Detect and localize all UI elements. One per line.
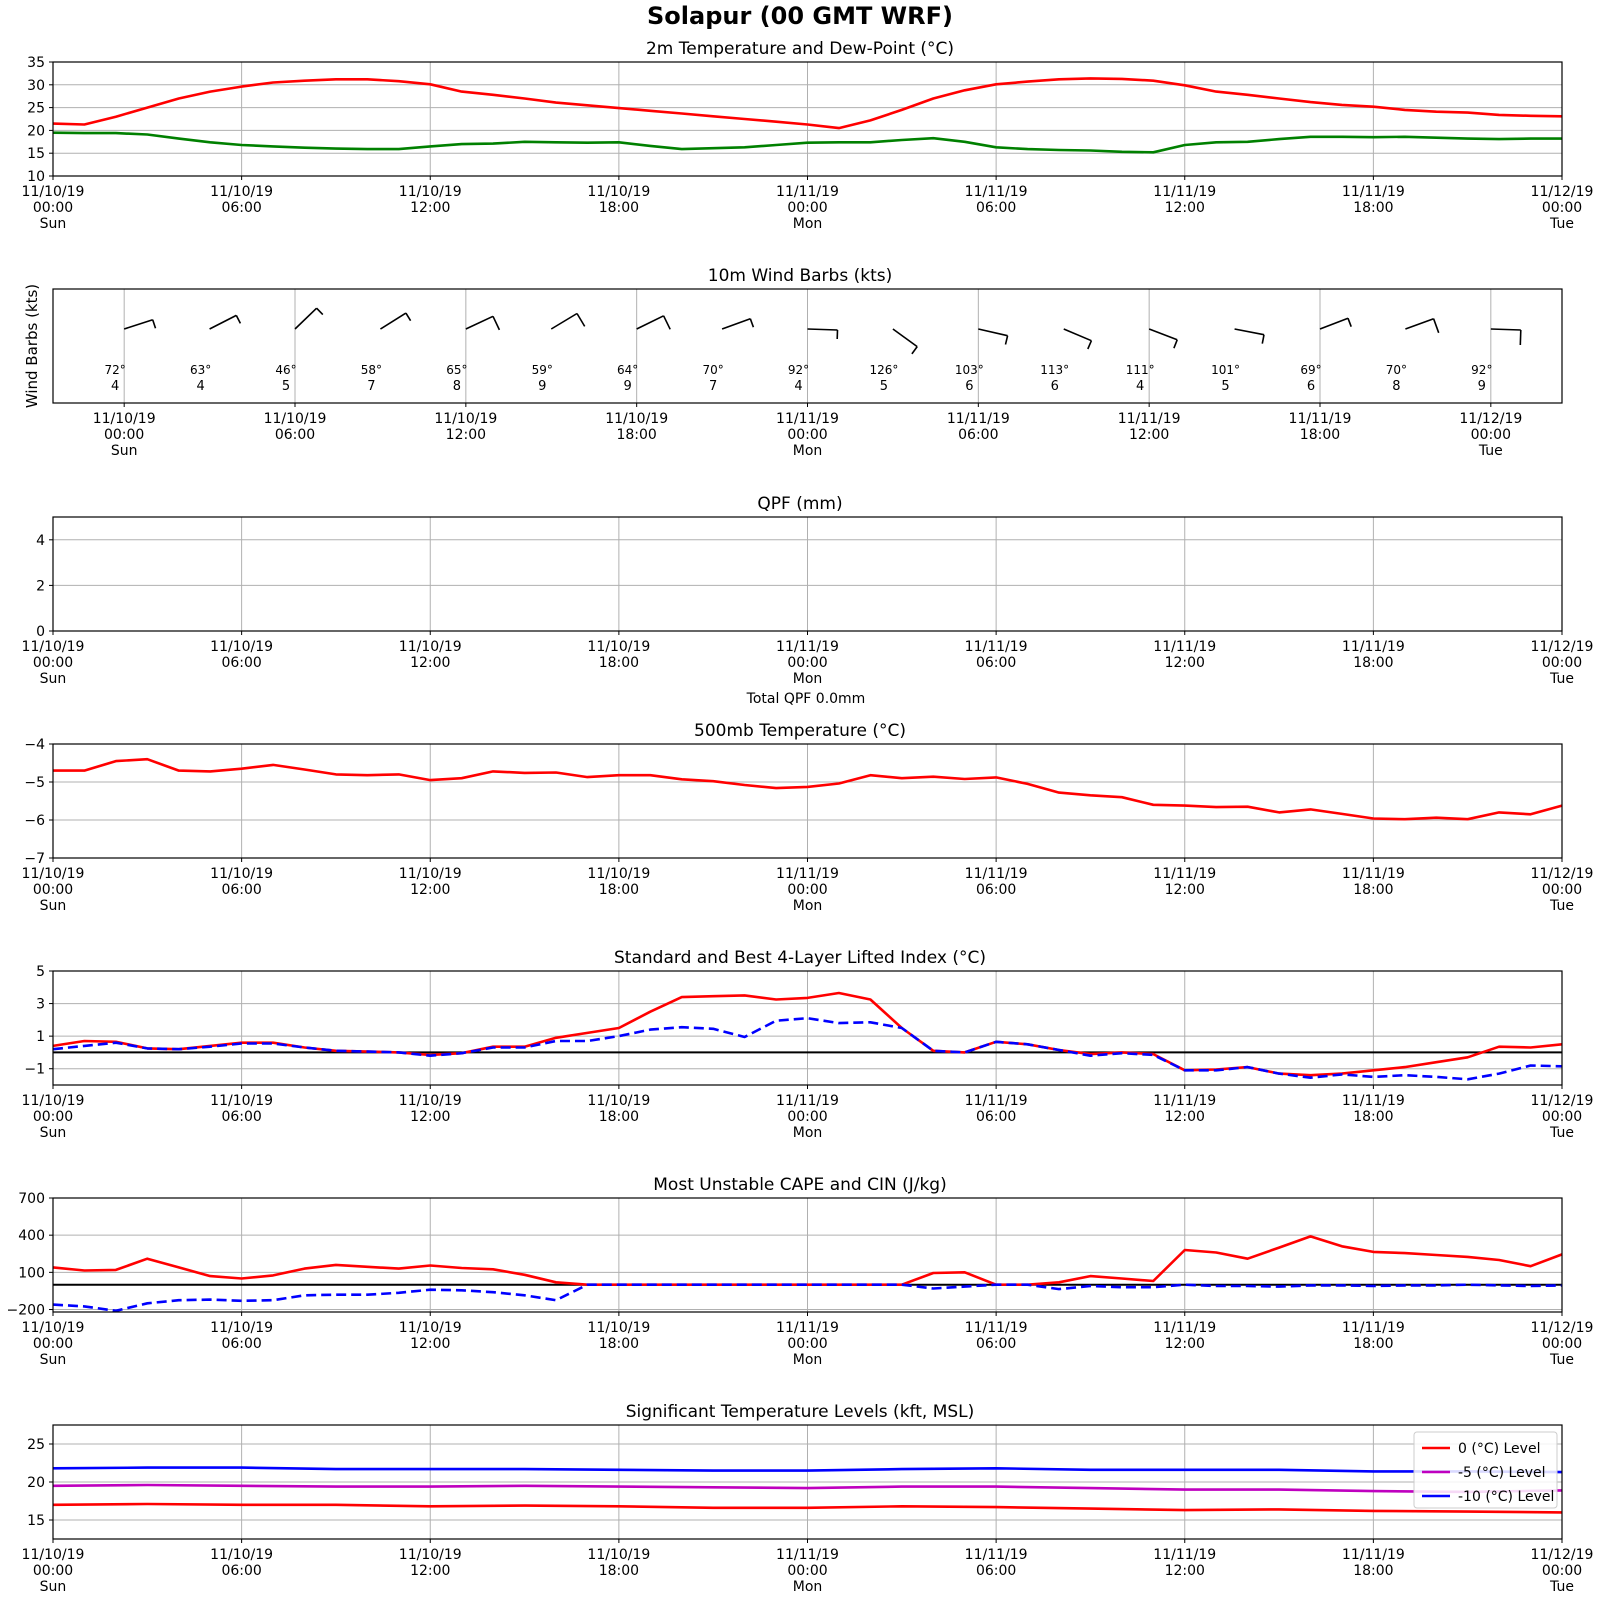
barb-staff bbox=[1235, 329, 1264, 335]
wind-barb bbox=[637, 316, 671, 330]
wind-barb bbox=[380, 313, 410, 329]
wind-barb bbox=[1064, 329, 1092, 349]
x-tick-label: 00:00 bbox=[103, 427, 145, 443]
x-tick-label: Sun bbox=[39, 1125, 67, 1141]
x-tick-label: 18:00 bbox=[1353, 655, 1394, 671]
wind-barb bbox=[295, 308, 323, 329]
panel-footer: Total QPF 0.0mm bbox=[746, 691, 866, 707]
barb-feather bbox=[153, 320, 156, 329]
x-tick-label: 00:00 bbox=[787, 655, 828, 671]
wind-speed-label: 5 bbox=[1221, 379, 1230, 394]
wind-speed-label: 5 bbox=[281, 379, 291, 394]
panel-title: 2m Temperature and Dew-Point (°C) bbox=[645, 39, 955, 59]
wind-direction-label: 65° bbox=[446, 363, 468, 377]
x-tick-label: 12:00 bbox=[410, 1109, 451, 1125]
x-tick-label: 11/11/19 bbox=[776, 866, 839, 882]
panel-title: QPF (mm) bbox=[757, 494, 843, 514]
x-tick-label: 11/11/19 bbox=[1341, 1547, 1405, 1563]
wind-direction-label: 92° bbox=[1471, 363, 1493, 377]
x-tick-label: 11/10/19 bbox=[398, 866, 462, 882]
x-tick-label: 11/11/19 bbox=[964, 1093, 1028, 1109]
wind-barb bbox=[722, 319, 753, 329]
barb-staff bbox=[466, 316, 493, 329]
barb-feather bbox=[1006, 336, 1008, 345]
panel-li bbox=[22, 948, 1594, 1141]
x-tick-label: 12:00 bbox=[410, 882, 451, 898]
x-tick-label: Tue bbox=[1550, 216, 1574, 232]
y-tick-label: 100 bbox=[18, 1265, 45, 1282]
x-tick-label: Tue bbox=[1550, 898, 1574, 914]
wind-direction-label: 70° bbox=[1385, 363, 1408, 377]
x-tick-label: 00:00 bbox=[787, 882, 828, 898]
barb-feather bbox=[1174, 340, 1177, 348]
y-tick-label: 10 bbox=[27, 169, 45, 185]
wind-speed-label: 9 bbox=[538, 379, 547, 394]
barb-feather bbox=[577, 314, 585, 327]
x-tick-label: 06:00 bbox=[975, 882, 1017, 898]
x-tick-label: 11/10/19 bbox=[398, 1320, 462, 1336]
wind-barb bbox=[1491, 329, 1521, 345]
x-tick-label: 11/12/19 bbox=[1530, 639, 1594, 655]
x-tick-label: 11/11/19 bbox=[964, 1547, 1028, 1563]
x-tick-label: 11/10/19 bbox=[21, 639, 85, 655]
x-tick-label: 12:00 bbox=[1164, 1336, 1205, 1352]
x-tick-label: Sun bbox=[39, 1352, 67, 1368]
wind-direction-label: 126° bbox=[869, 363, 899, 377]
legend-label: -5 (°C) Level bbox=[1458, 1465, 1546, 1481]
x-tick-label: Mon bbox=[792, 1125, 823, 1141]
x-tick-label: Mon bbox=[792, 1579, 823, 1595]
y-tick-label: 30 bbox=[27, 77, 45, 94]
x-tick-label: 11/11/19 bbox=[1153, 866, 1217, 882]
x-tick-label: 11/11/19 bbox=[776, 1547, 839, 1563]
x-tick-label: 11/11/19 bbox=[964, 184, 1028, 200]
wind-barb bbox=[808, 329, 838, 339]
panel-title: 10m Wind Barbs (kts) bbox=[707, 266, 893, 286]
y-tick-label: 20 bbox=[27, 1475, 45, 1491]
barb-staff bbox=[1405, 319, 1433, 329]
x-tick-label: 11/10/19 bbox=[210, 1093, 274, 1109]
wind-direction-label: 46° bbox=[275, 363, 297, 377]
wind-speed-label: 4 bbox=[111, 379, 120, 394]
x-tick-label: 11/10/19 bbox=[587, 1547, 651, 1563]
wind-barb bbox=[978, 329, 1007, 345]
x-tick-label: 11/11/19 bbox=[964, 866, 1028, 882]
wind-direction-label: 59° bbox=[531, 363, 553, 377]
wind-speed-label: 5 bbox=[879, 379, 889, 394]
x-tick-label: 11/10/19 bbox=[210, 866, 274, 882]
wind-speed-label: 6 bbox=[1306, 379, 1316, 394]
x-tick-label: 11/10/19 bbox=[210, 639, 274, 655]
x-tick-label: 12:00 bbox=[410, 1563, 451, 1579]
wind-direction-label: 58° bbox=[360, 363, 383, 377]
x-tick-label: 11/11/19 bbox=[776, 1093, 839, 1109]
wind-barb bbox=[893, 329, 917, 354]
barb-feather bbox=[1348, 318, 1351, 327]
x-tick-label: 12:00 bbox=[1164, 1563, 1205, 1579]
x-tick-label: 11/10/19 bbox=[605, 411, 669, 427]
wind-barb bbox=[1235, 329, 1264, 344]
y-tick-label: −7 bbox=[24, 851, 45, 867]
x-tick-label: 06:00 bbox=[975, 1563, 1017, 1579]
barb-staff bbox=[1491, 329, 1521, 330]
x-tick-label: 11/10/19 bbox=[434, 411, 498, 427]
x-tick-label: Mon bbox=[792, 443, 823, 459]
x-tick-label: 12:00 bbox=[1164, 655, 1205, 671]
barb-staff bbox=[1320, 318, 1348, 329]
x-tick-label: 11/11/19 bbox=[1341, 1093, 1405, 1109]
x-tick-label: 11/10/19 bbox=[398, 639, 462, 655]
barb-staff bbox=[893, 329, 917, 347]
y-tick-label: 1 bbox=[36, 1029, 45, 1046]
x-tick-label: 11/10/19 bbox=[210, 184, 274, 200]
x-tick-label: 11/10/19 bbox=[21, 184, 85, 200]
barb-staff bbox=[637, 316, 664, 329]
barb-staff bbox=[295, 308, 317, 329]
barb-feather bbox=[317, 308, 323, 314]
x-tick-label: 11/10/19 bbox=[398, 184, 462, 200]
wind-speed-label: 6 bbox=[965, 379, 974, 394]
wind-speed-label: 4 bbox=[1136, 379, 1145, 394]
barb-staff bbox=[1064, 329, 1092, 341]
x-tick-label: 11/10/19 bbox=[398, 1093, 462, 1109]
x-tick-label: 11/10/19 bbox=[21, 866, 85, 882]
x-tick-label: 11/10/19 bbox=[92, 411, 156, 427]
barb-staff bbox=[1149, 329, 1177, 340]
x-tick-label: 11/11/19 bbox=[946, 411, 1010, 427]
panel-title: Standard and Best 4-Layer Lifted Index (°C) bbox=[614, 948, 986, 968]
wind-barb bbox=[1149, 329, 1177, 348]
x-tick-label: 11/10/19 bbox=[587, 1320, 651, 1336]
wind-barb bbox=[466, 316, 500, 330]
x-tick-label: Mon bbox=[792, 1352, 823, 1368]
wind-direction-label: 70° bbox=[702, 363, 724, 377]
x-tick-label: 11/11/19 bbox=[776, 411, 839, 427]
y-tick-label: 25 bbox=[27, 1437, 45, 1453]
x-tick-label: 00:00 bbox=[1541, 200, 1583, 216]
x-tick-label: 11/10/19 bbox=[587, 1093, 651, 1109]
panel-t500 bbox=[22, 721, 1594, 914]
barb-feather bbox=[406, 313, 411, 321]
x-tick-label: 12:00 bbox=[1164, 1109, 1205, 1125]
x-tick-label: 18:00 bbox=[598, 200, 640, 216]
x-tick-label: Tue bbox=[1478, 443, 1503, 459]
x-tick-label: 18:00 bbox=[1353, 200, 1394, 216]
x-tick-label: 11/12/19 bbox=[1459, 411, 1523, 427]
barb-feather bbox=[1434, 319, 1439, 333]
panel-title: Most Unstable CAPE and CIN (J/kg) bbox=[653, 1175, 947, 1195]
y-tick-label: −6 bbox=[24, 813, 45, 829]
x-tick-label: 18:00 bbox=[616, 427, 657, 443]
x-tick-label: 11/11/19 bbox=[1153, 1547, 1217, 1563]
x-tick-label: 00:00 bbox=[32, 1109, 74, 1125]
barb-feather bbox=[912, 347, 917, 354]
x-tick-label: 12:00 bbox=[445, 427, 487, 443]
panel-title: 500mb Temperature (°C) bbox=[694, 721, 906, 741]
x-tick-label: 11/11/19 bbox=[1153, 1320, 1217, 1336]
x-tick-label: 11/11/19 bbox=[1341, 184, 1405, 200]
x-tick-label: 11/11/19 bbox=[1153, 639, 1217, 655]
x-tick-label: 12:00 bbox=[1164, 200, 1205, 216]
x-tick-label: 18:00 bbox=[598, 1336, 640, 1352]
barb-staff bbox=[210, 315, 237, 329]
panel-levels bbox=[22, 1402, 1594, 1595]
wind-direction-label: 113° bbox=[1040, 363, 1070, 377]
y-tick-label: 2 bbox=[36, 578, 45, 595]
x-tick-label: Sun bbox=[39, 1579, 67, 1595]
x-tick-label: Tue bbox=[1550, 1352, 1574, 1368]
x-tick-label: Sun bbox=[39, 671, 67, 687]
x-tick-label: 00:00 bbox=[32, 655, 74, 671]
panel-cape bbox=[7, 1175, 1594, 1368]
wind-direction-label: 111° bbox=[1125, 363, 1155, 377]
y-tick-label: −200 bbox=[6, 1302, 45, 1319]
x-tick-label: 00:00 bbox=[1541, 1563, 1583, 1579]
y-tick-label: 5 bbox=[36, 964, 45, 980]
barb-staff bbox=[124, 320, 153, 329]
x-tick-label: 00:00 bbox=[1470, 427, 1512, 443]
x-tick-label: 11/10/19 bbox=[587, 866, 651, 882]
barb-feather bbox=[236, 315, 240, 323]
wind-speed-label: 6 bbox=[1050, 379, 1059, 394]
barb-feather bbox=[493, 316, 499, 330]
wind-direction-label: 69° bbox=[1300, 363, 1322, 377]
x-tick-label: 18:00 bbox=[1353, 1336, 1394, 1352]
wind-barb bbox=[1405, 319, 1438, 333]
x-tick-label: 11/11/19 bbox=[1117, 411, 1181, 427]
x-tick-label: 06:00 bbox=[958, 427, 999, 443]
wind-speed-label: 9 bbox=[623, 379, 632, 394]
x-tick-label: 00:00 bbox=[787, 427, 828, 443]
wind-speed-label: 7 bbox=[708, 379, 718, 394]
x-tick-label: 11/10/19 bbox=[210, 1547, 274, 1563]
x-tick-label: 11/12/19 bbox=[1530, 184, 1594, 200]
x-tick-label: Tue bbox=[1550, 1125, 1574, 1141]
barb-staff bbox=[551, 314, 577, 330]
x-tick-label: 06:00 bbox=[274, 427, 316, 443]
x-tick-label: 00:00 bbox=[32, 882, 74, 898]
y-tick-label: 15 bbox=[27, 1513, 45, 1529]
x-tick-label: 11/11/19 bbox=[776, 639, 839, 655]
x-tick-label: Mon bbox=[792, 216, 823, 232]
y-tick-label: 25 bbox=[27, 100, 45, 117]
panel-title: Significant Temperature Levels (kft, MSL) bbox=[625, 1402, 975, 1422]
y-tick-label: 20 bbox=[27, 123, 45, 140]
x-tick-label: 11/10/19 bbox=[21, 1093, 85, 1109]
y-tick-label: 4 bbox=[36, 532, 45, 549]
wind-direction-label: 64° bbox=[617, 363, 639, 377]
legend bbox=[1414, 1432, 1557, 1508]
y-tick-label: −4 bbox=[24, 737, 45, 753]
x-tick-label: 18:00 bbox=[1353, 882, 1394, 898]
barb-feather bbox=[1520, 330, 1521, 345]
panels bbox=[7, 39, 1594, 1595]
x-tick-label: 11/12/19 bbox=[1530, 866, 1594, 882]
x-tick-label: 00:00 bbox=[787, 1109, 828, 1125]
wind-direction-label: 63° bbox=[189, 363, 212, 377]
x-tick-label: 11/10/19 bbox=[587, 639, 651, 655]
x-tick-label: 06:00 bbox=[975, 1336, 1017, 1352]
x-tick-label: 06:00 bbox=[975, 200, 1017, 216]
x-tick-label: 11/10/19 bbox=[587, 184, 651, 200]
x-tick-label: 11/10/19 bbox=[263, 411, 327, 427]
wind-direction-label: 72° bbox=[104, 363, 126, 377]
x-tick-label: 06:00 bbox=[221, 1563, 262, 1579]
y-axis-label: Wind Barbs (kts) bbox=[23, 283, 41, 409]
x-tick-label: Tue bbox=[1550, 671, 1574, 687]
y-tick-label: −5 bbox=[24, 775, 45, 791]
x-tick-label: 18:00 bbox=[1353, 1109, 1394, 1125]
wind-speed-label: 4 bbox=[794, 379, 803, 394]
x-tick-label: 00:00 bbox=[1541, 1109, 1583, 1125]
x-tick-label: 11/12/19 bbox=[1530, 1320, 1594, 1336]
wind-barb bbox=[210, 315, 241, 329]
x-tick-label: 11/11/19 bbox=[1341, 866, 1405, 882]
y-tick-label: 35 bbox=[27, 55, 45, 71]
barb-staff bbox=[978, 329, 1007, 336]
x-tick-label: 12:00 bbox=[410, 1336, 451, 1352]
x-tick-label: 06:00 bbox=[221, 1336, 262, 1352]
legend-label: -10 (°C) Level bbox=[1458, 1489, 1555, 1505]
x-tick-label: 00:00 bbox=[32, 1336, 74, 1352]
x-tick-label: 00:00 bbox=[1541, 882, 1583, 898]
x-tick-label: 18:00 bbox=[1299, 427, 1341, 443]
barb-feather bbox=[664, 316, 671, 330]
legend-label: 0 (°C) Level bbox=[1458, 1441, 1541, 1457]
panel-temp bbox=[22, 39, 1594, 232]
y-tick-label: 15 bbox=[27, 146, 45, 163]
x-tick-label: 00:00 bbox=[1541, 655, 1583, 671]
y-tick-label: 3 bbox=[36, 996, 45, 1013]
panel-wind bbox=[23, 266, 1562, 459]
x-tick-label: 18:00 bbox=[598, 882, 640, 898]
y-tick-label: 700 bbox=[18, 1191, 45, 1207]
wind-barb bbox=[551, 314, 584, 330]
x-tick-label: 00:00 bbox=[787, 1563, 828, 1579]
y-tick-label: 0 bbox=[36, 624, 45, 640]
y-tick-label: 400 bbox=[18, 1228, 45, 1245]
x-tick-label: 06:00 bbox=[975, 1109, 1017, 1125]
x-tick-label: 18:00 bbox=[1353, 1563, 1394, 1579]
x-tick-label: 06:00 bbox=[221, 882, 262, 898]
x-tick-label: 00:00 bbox=[787, 1336, 828, 1352]
wind-speed-label: 8 bbox=[452, 379, 461, 394]
x-tick-label: 12:00 bbox=[410, 655, 451, 671]
page-title: Solapur (00 GMT WRF) bbox=[647, 2, 953, 30]
x-tick-label: 11/11/19 bbox=[1288, 411, 1352, 427]
barb-staff bbox=[722, 319, 750, 329]
barb-feather bbox=[750, 319, 753, 328]
x-tick-label: 00:00 bbox=[787, 200, 828, 216]
x-tick-label: 11/10/19 bbox=[210, 1320, 274, 1336]
x-tick-label: 11/11/19 bbox=[1341, 1320, 1405, 1336]
x-tick-label: 11/11/19 bbox=[776, 184, 839, 200]
x-tick-label: 18:00 bbox=[598, 655, 640, 671]
x-tick-label: 00:00 bbox=[1541, 1336, 1583, 1352]
x-tick-label: 06:00 bbox=[221, 1109, 262, 1125]
x-tick-label: 11/11/19 bbox=[1153, 184, 1217, 200]
x-tick-label: 18:00 bbox=[598, 1109, 640, 1125]
wind-direction-label: 92° bbox=[787, 363, 810, 377]
x-tick-label: 00:00 bbox=[32, 200, 74, 216]
barb-staff bbox=[808, 329, 838, 330]
x-tick-label: 06:00 bbox=[975, 655, 1017, 671]
x-tick-label: 11/11/19 bbox=[776, 1320, 839, 1336]
barb-feather bbox=[1088, 341, 1092, 349]
x-tick-label: 11/11/19 bbox=[964, 639, 1028, 655]
wind-speed-label: 9 bbox=[1477, 379, 1486, 394]
x-tick-label: 11/11/19 bbox=[964, 1320, 1028, 1336]
x-tick-label: Sun bbox=[110, 443, 138, 459]
x-tick-label: 11/10/19 bbox=[398, 1547, 462, 1563]
x-tick-label: 11/12/19 bbox=[1530, 1093, 1594, 1109]
wind-speed-label: 8 bbox=[1392, 379, 1401, 394]
x-tick-label: Tue bbox=[1550, 1579, 1574, 1595]
x-tick-label: 00:00 bbox=[32, 1563, 74, 1579]
x-tick-label: 18:00 bbox=[598, 1563, 640, 1579]
wind-speed-label: 4 bbox=[196, 379, 205, 394]
y-tick-label: −1 bbox=[24, 1061, 45, 1078]
wind-barb bbox=[1320, 318, 1351, 329]
x-tick-label: Mon bbox=[792, 898, 823, 914]
x-tick-label: Mon bbox=[792, 671, 823, 687]
wind-speed-label: 7 bbox=[367, 379, 376, 394]
x-tick-label: 12:00 bbox=[1164, 882, 1205, 898]
x-tick-label: Sun bbox=[39, 216, 67, 232]
wind-barb bbox=[124, 320, 155, 329]
x-tick-label: 06:00 bbox=[221, 655, 262, 671]
x-tick-label: 11/10/19 bbox=[21, 1320, 85, 1336]
barb-staff bbox=[380, 313, 405, 329]
x-tick-label: 11/11/19 bbox=[1341, 639, 1405, 655]
wind-direction-label: 101° bbox=[1211, 363, 1241, 377]
x-tick-label: 11/11/19 bbox=[1153, 1093, 1217, 1109]
panel-qpf bbox=[22, 494, 1594, 707]
x-tick-label: 11/12/19 bbox=[1530, 1547, 1594, 1563]
x-tick-label: 06:00 bbox=[221, 200, 262, 216]
x-tick-label: 12:00 bbox=[1128, 427, 1170, 443]
x-tick-label: 11/10/19 bbox=[21, 1547, 85, 1563]
x-tick-label: Sun bbox=[39, 898, 67, 914]
barb-feather bbox=[1262, 335, 1264, 344]
x-tick-label: 12:00 bbox=[410, 200, 451, 216]
wind-direction-label: 103° bbox=[954, 363, 984, 377]
